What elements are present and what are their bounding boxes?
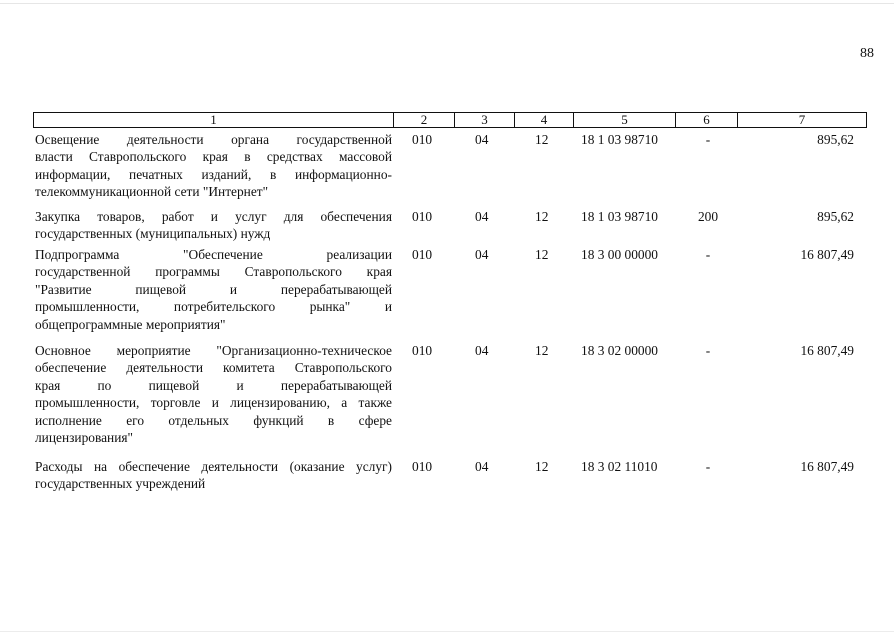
header-col-2: 2 — [393, 113, 454, 127]
cell-subsection: 12 — [535, 247, 549, 262]
cell-ministry-code: 010 — [412, 247, 433, 262]
description-line: информации, печатных изданий, в информационно- — [35, 166, 392, 182]
table-header — [33, 112, 867, 128]
cell-subsection: 12 — [535, 343, 549, 358]
cell-section: 04 — [475, 343, 489, 358]
description-line: государственной программы Ставропольского края — [35, 264, 392, 280]
header-col-7: 7 — [737, 113, 866, 127]
scan-edge-top — [0, 3, 894, 4]
cell-target-article: 18 3 00 00000 — [581, 247, 658, 262]
cell-section: 04 — [475, 459, 489, 474]
description-line: края по пищевой и перерабатывающей — [35, 377, 392, 393]
cell-target-article: 18 1 03 98710 — [581, 132, 658, 147]
row-description — [35, 131, 392, 201]
row-description — [35, 342, 392, 446]
description-line: промышленности, торговле и лицензированию, а также — [35, 395, 392, 411]
row-description — [35, 458, 392, 493]
description-line: Закупка товаров, работ и услуг для обеспечения — [35, 209, 392, 224]
cell-target-article: 18 1 03 98710 — [581, 209, 658, 224]
description-line: Подпрограмма "Обеспечение реализации — [35, 247, 392, 262]
description-line: промышленности, потребительского рынка" и — [35, 299, 392, 315]
cell-expense-type: 200 — [697, 209, 719, 224]
row-description — [35, 208, 392, 243]
cell-expense-type: - — [705, 343, 711, 358]
header-col-5: 5 — [573, 113, 675, 127]
description-line: телекоммуникационной сети "Интернет" — [35, 184, 269, 200]
cell-expense-type: - — [705, 459, 711, 474]
description-line: лицензирования" — [35, 430, 134, 446]
cell-ministry-code: 010 — [412, 459, 433, 474]
header-col-4: 4 — [514, 113, 573, 127]
description-line: Расходы на обеспечение деятельности (оказание услуг) — [35, 459, 392, 474]
description-line: государственных учреждений — [35, 476, 206, 492]
header-col-6: 6 — [675, 113, 737, 127]
cell-expense-type: - — [705, 247, 711, 262]
cell-section: 04 — [475, 132, 489, 147]
cell-amount: 16 807,49 — [800, 459, 854, 474]
header-col-3: 3 — [454, 113, 514, 127]
description-line: власти Ставропольского края в средствах массовой — [35, 149, 392, 165]
description-line: обеспечение деятельности комитета Ставропольского — [35, 360, 392, 376]
cell-ministry-code: 010 — [412, 132, 433, 147]
cell-ministry-code: 010 — [412, 209, 433, 224]
row-description — [35, 246, 392, 333]
cell-amount: 895,62 — [817, 209, 854, 224]
scan-edge-bottom — [0, 631, 894, 632]
page-number: 88 — [860, 46, 874, 61]
description-line: государственных (муниципальных) нужд — [35, 226, 271, 242]
cell-amount: 16 807,49 — [800, 247, 854, 262]
cell-subsection: 12 — [535, 209, 549, 224]
cell-subsection: 12 — [535, 132, 549, 147]
cell-amount: 895,62 — [817, 132, 854, 147]
cell-section: 04 — [475, 247, 489, 262]
cell-amount: 16 807,49 — [800, 343, 854, 358]
description-line: Основное мероприятие "Организационно-техническое — [35, 343, 392, 358]
cell-target-article: 18 3 02 00000 — [581, 343, 658, 358]
cell-expense-type: - — [705, 132, 711, 147]
header-col-1: 1 — [210, 112, 217, 127]
description-line: "Развитие пищевой и перерабатывающей — [35, 281, 392, 297]
cell-target-article: 18 3 02 11010 — [581, 459, 658, 474]
cell-subsection: 12 — [535, 459, 549, 474]
cell-ministry-code: 010 — [412, 343, 433, 358]
description-line: Освещение деятельности органа государственной — [35, 132, 392, 147]
description-line: общепрограммные мероприятия" — [35, 316, 226, 332]
cell-section: 04 — [475, 209, 489, 224]
description-line: исполнение его отдельных функций в сфере — [35, 412, 392, 428]
